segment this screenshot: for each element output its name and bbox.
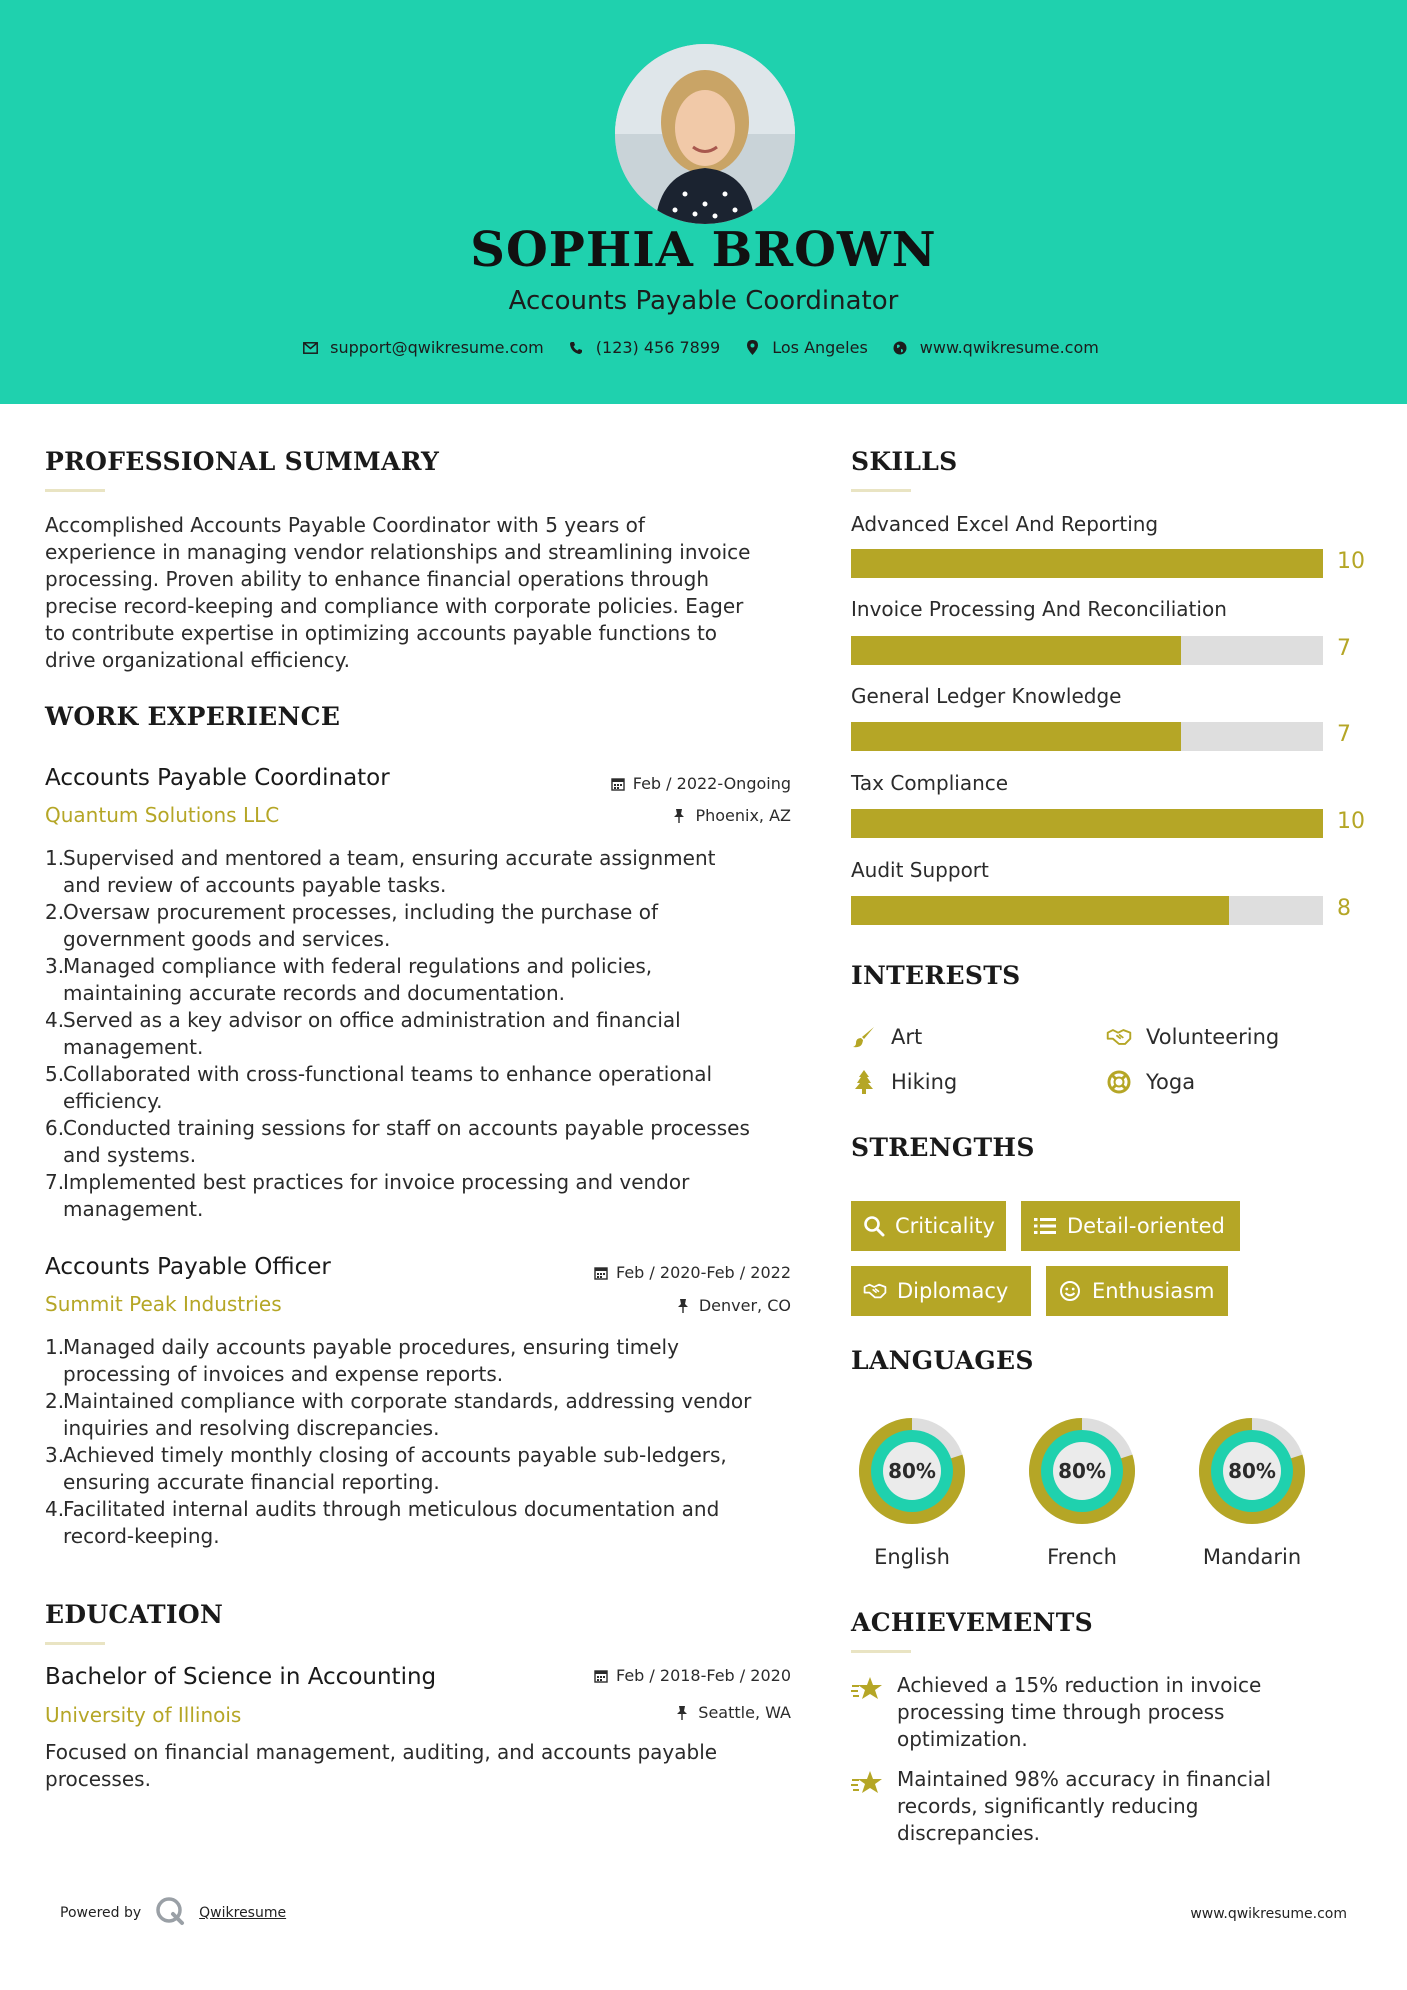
school-name: University of Illinois <box>45 1703 242 1727</box>
language-ring <box>1021 1410 1143 1532</box>
envelope-icon <box>302 340 318 356</box>
pushpin-icon <box>677 1299 691 1313</box>
language-percent: 80% <box>1228 1459 1276 1483</box>
language-percent: 80% <box>1058 1459 1106 1483</box>
skill-label: Tax Compliance <box>851 771 1009 795</box>
contact-website[interactable]: www.qwikresume.com <box>892 338 1099 357</box>
language-donut <box>1191 1410 1313 1532</box>
handshake-icon <box>1106 1024 1132 1050</box>
job-duties-list <box>45 845 805 1223</box>
paintbrush-icon <box>851 1024 877 1050</box>
skill-label: General Ledger Knowledge <box>851 684 1122 708</box>
section-underline <box>851 1650 911 1653</box>
skill-value: 8 <box>1337 896 1351 921</box>
skill-bar-fill <box>851 636 1181 665</box>
handshake-icon <box>863 1279 887 1303</box>
achievement-item: Maintained 98% accuracy in financial records, significantly reducing discrepancies. <box>851 1766 1331 1847</box>
qwikresume-logo-icon <box>155 1896 185 1930</box>
interest-item: Hiking <box>851 1069 957 1095</box>
languages-heading: LANGUAGES <box>851 1346 1034 1375</box>
profile-photo <box>615 44 795 224</box>
map-pin-icon <box>744 340 760 356</box>
achievement-item: Achieved a 15% reduction in invoice processing time through process optimization. <box>851 1672 1331 1753</box>
skill-bar <box>851 809 1323 838</box>
skill-label: Invoice Processing And Reconciliation <box>851 597 1227 621</box>
list-item: 3. Achieved timely monthly closing of accounts payable sub-ledgers, ensuring accurate financial reporting. <box>45 1443 727 1494</box>
skill-value: 7 <box>1337 722 1351 747</box>
job-location: Phoenix, AZ <box>480 806 791 825</box>
skill-value: 7 <box>1337 636 1351 661</box>
language-donut <box>1021 1410 1143 1532</box>
calendar-icon <box>594 1669 608 1683</box>
list-item: 4. Served as a key advisor on office administration and financial management. <box>45 1008 681 1059</box>
search-icon <box>863 1214 885 1238</box>
skill-bar <box>851 549 1323 578</box>
skill-label: Audit Support <box>851 858 989 882</box>
globe-icon <box>892 340 908 356</box>
job-duties-list <box>45 1334 805 1550</box>
calendar-icon <box>594 1266 608 1280</box>
footer-powered-by: Powered by Qwikresume <box>60 1896 286 1930</box>
summary-text: Accomplished Accounts Payable Coordinator with 5 years of experience in managing vendor relationships and streamlining invoice processing. Proven ability to enhance financial operations through precise record-keeping and compliance with corporate policies. Eager to contribute expertise in optimizing accounts payable functions to drive organizational efficiency. <box>45 513 751 672</box>
tree-icon <box>851 1069 877 1095</box>
job-location: Denver, CO <box>480 1296 791 1315</box>
contact-email[interactable]: support@qwikresume.com <box>302 338 544 357</box>
section-underline <box>45 1642 105 1645</box>
list-item: 5. Collaborated with cross-functional teams to enhance operational efficiency. <box>45 1062 713 1113</box>
job-title: Accounts Payable Coordinator <box>45 765 390 791</box>
language-name: Mandarin <box>1202 1545 1302 1569</box>
star-badge-icon <box>851 1768 883 1800</box>
list-item: 6. Conducted training sessions for staff on accounts payable processes and systems. <box>45 1116 750 1167</box>
achievements-heading: ACHIEVEMENTS <box>851 1608 1093 1637</box>
pushpin-icon <box>676 1706 690 1720</box>
contact-phone[interactable]: (123) 456 7899 <box>568 338 720 357</box>
job-company: Quantum Solutions LLC <box>45 803 280 827</box>
degree-title: Bachelor of Science in Accounting <box>45 1664 437 1690</box>
list-item: 7. Implemented best practices for invoice processing and vendor management. <box>45 1170 690 1221</box>
section-underline <box>45 489 105 492</box>
phone-icon <box>568 340 584 356</box>
strength-chip: Diplomacy <box>851 1266 1031 1316</box>
experience-heading: WORK EXPERIENCE <box>45 702 341 731</box>
star-badge-icon <box>851 1674 883 1706</box>
interest-item: Volunteering <box>1106 1024 1279 1050</box>
skill-bar-fill <box>851 896 1229 925</box>
job-title: Accounts Payable Officer <box>45 1254 331 1280</box>
strength-chip: Enthusiasm <box>1046 1266 1228 1316</box>
list-item: 4. Facilitated internal audits through meticulous documentation and record-keeping. <box>45 1497 720 1548</box>
skill-bar <box>851 896 1323 925</box>
skill-bar <box>851 636 1323 665</box>
qwikresume-link[interactable]: Qwikresume <box>199 1905 287 1921</box>
footer-website[interactable]: www.qwikresume.com <box>1190 1906 1347 1922</box>
education-heading: EDUCATION <box>45 1600 224 1629</box>
interests-heading: INTERESTS <box>851 961 1021 990</box>
job-company: Summit Peak Industries <box>45 1292 282 1316</box>
list-item: 2. Maintained compliance with corporate standards, addressing vendor inquiries and resolving discrepancies. <box>45 1389 752 1440</box>
candidate-role: Accounts Payable Coordinator <box>508 286 899 316</box>
job-dates: Feb / 2020-Feb / 2022 <box>480 1263 791 1282</box>
language-percent: 80% <box>888 1459 936 1483</box>
language-ring <box>1191 1410 1313 1532</box>
strength-chip: Detail-oriented <box>1021 1201 1240 1251</box>
smile-icon <box>1058 1279 1082 1303</box>
skill-value: 10 <box>1337 549 1365 574</box>
resume-header <box>0 0 1407 404</box>
skill-bar-fill <box>851 549 1323 578</box>
summary-heading: PROFESSIONAL SUMMARY <box>45 447 440 476</box>
list-item: 1. Managed daily accounts payable procedures, ensuring timely processing of invoices and expense reports. <box>45 1335 679 1386</box>
section-underline <box>851 489 911 492</box>
interest-item: Yoga <box>1106 1069 1195 1095</box>
skill-bar-fill <box>851 722 1181 751</box>
contact-location: Los Angeles <box>744 338 868 357</box>
interest-item: Art <box>851 1024 922 1050</box>
candidate-name: SOPHIA BROWN <box>470 222 937 278</box>
language-name: French <box>1047 1545 1117 1569</box>
list-item: 1. Supervised and mentored a team, ensuring accurate assignment and review of accounts payable tasks. <box>45 846 716 897</box>
contact-bar <box>0 338 1407 357</box>
skill-label: Advanced Excel And Reporting <box>851 512 1159 536</box>
education-description: Focused on financial management, auditing, and accounts payable processes. <box>45 1740 718 1791</box>
calendar-icon <box>611 777 625 791</box>
avatar <box>615 44 795 224</box>
strengths-heading: STRENGTHS <box>851 1133 1035 1162</box>
skill-bar <box>851 722 1323 751</box>
education-dates: Feb / 2018-Feb / 2020 <box>480 1666 791 1685</box>
skill-value: 10 <box>1337 809 1365 834</box>
language-ring <box>851 1410 973 1532</box>
skill-bar-fill <box>851 809 1323 838</box>
education-location: Seattle, WA <box>480 1703 791 1722</box>
lifebuoy-icon <box>1106 1069 1132 1095</box>
job-dates: Feb / 2022-Ongoing <box>480 774 791 793</box>
strength-chip: Criticality <box>851 1201 1006 1251</box>
language-donut <box>851 1410 973 1532</box>
language-name: English <box>874 1545 950 1569</box>
skills-heading: SKILLS <box>851 447 958 476</box>
list-item: 3. Managed compliance with federal regulations and policies, maintaining accurate records and documentation. <box>45 954 653 1005</box>
list-icon <box>1033 1214 1057 1238</box>
list-item: 2. Oversaw procurement processes, including the purchase of government goods and services. <box>45 900 658 951</box>
pushpin-icon <box>673 809 687 823</box>
